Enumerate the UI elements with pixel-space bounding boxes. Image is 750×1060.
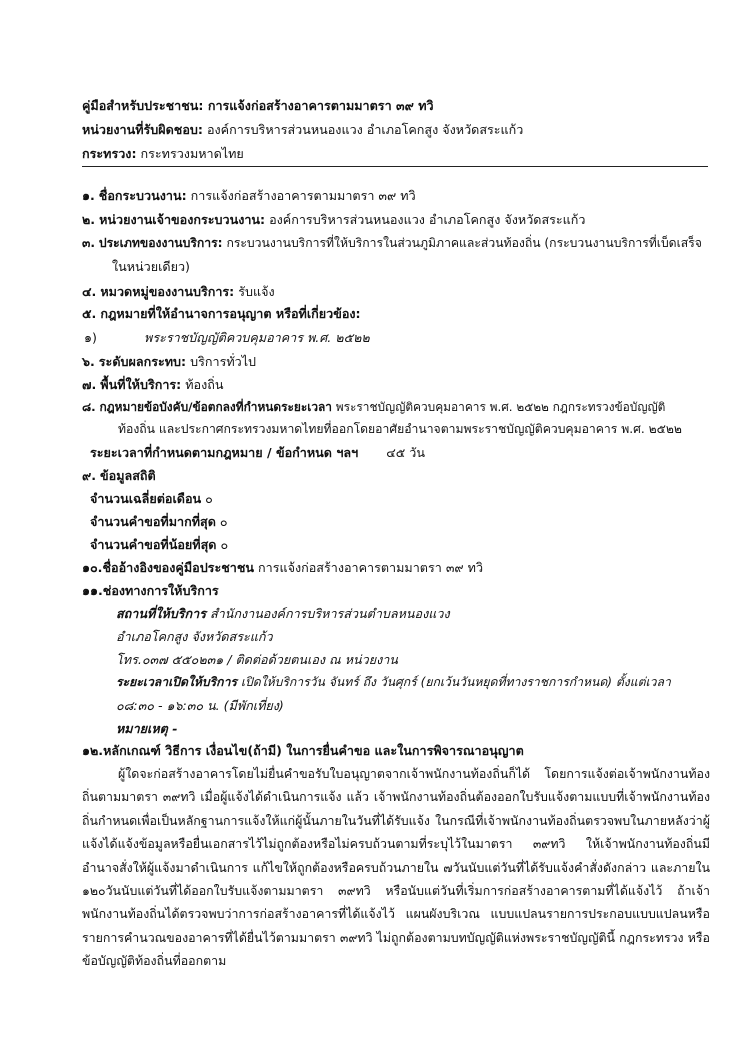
item-5-law-number: ๑) xyxy=(84,330,97,345)
item-4-value: รับแจ้ง xyxy=(238,284,275,299)
item-6-number: ๖. xyxy=(82,354,95,369)
item-3 xyxy=(82,234,702,253)
stat-max-requests-label: จำนวนคำขอที่มากที่สุด xyxy=(90,514,216,529)
item-2 xyxy=(82,210,586,230)
item-9-number: ๙. xyxy=(82,468,97,483)
item-10-label: ชื่ออ้างอิงของคู่มือประชาชน xyxy=(102,560,254,575)
manual-title-line xyxy=(82,96,434,116)
item-7-value: ท้องถิ่น xyxy=(185,377,224,392)
ministry-line xyxy=(82,144,244,164)
stat-min-requests-label: จำนวนคำขอที่น้อยที่สุด xyxy=(90,537,217,552)
item-12-paragraph: ผู้ใดจะก่อสร้างอาคารโดยไม่ยื่นคำขอรับใบอนุญาตจากเจ้าพนักงานท้องถิ่นก็ได้ โดยการแจ้งต่อเจ้าพนักงานท้องถิ่นตามมาตรา ๓๙ทวิ เมื่อผู้แจ้งได้ดำเนินการแจ้ง แล้ว เจ้าพนักงานท้องถิ่นต้องออกใบรับแจ้งตามแบบที่เจ้าพนักงานท้องถิ่นกำหนดเพื่อเป็นหลักฐานการแจ้งให้แก่ผู้นั้นภายในวันที่ได้รับแจ้ง ในกรณีที่เจ้าพนักงานท้องถิ่นตรวจพบในภายหลังว่าผู้แจ้งได้แจ้งข้อมูลหรือยื่นเอกสารไว้ไม่ถูกต้องหรือไม่ครบถ้วนตามที่ระบุไว้ในมาตรา ๓๙ทวิ ให้เจ้าพนักงานท้องถิ่นมีอำนาจสั่งให้ผู้แจ้งมาดำเนินการ แก้ไขให้ถูกต้องหรือครบถ้วนภายใน ๗วันนับแต่วันที่ได้รับแจ้งคำสั่งดังกล่าว และภายใน ๑๒๐วันนับแต่วันที่ได้ออกใบรับแจ้งตามมาตรา ๓๙ทวิ หรือนับแต่วันที่เริ่มการก่อสร้างอาคารตามที่ได้แจ้งไว้ ถ้าเจ้าพนักงานท้องถิ่นได้ตรวจพบว่าการก่อสร้างอาคารที่ได้แจ้งไว้ แผนผังบริเวณ แบบแปลนรายการประกอบแบบแปลนหรือรายการคำนวณของอาคารที่ได้ยื่นไว้ตามมาตรา ๓๙ทวิ ไม่ถูกต้องตามบทบัญญัติแห่งพระราชบัญญัตินี้ กฎกระทรวง หรือข้อบัญญัติท้องถิ่นที่ออกตาม xyxy=(82,766,710,969)
item-3-value: กระบวนงานบริการที่ให้บริการในส่วนภูมิภาคและส่วนท้องถิ่น (กระบวนงานบริการที่เบ็ดเสร็จ xyxy=(226,236,702,250)
item-8-period-value: ๔๕ วัน xyxy=(386,445,425,460)
item-8-label: กฎหมายข้อบังคับ/ข้อตกลงที่กำหนดระยะเวลา xyxy=(99,400,332,414)
manual-value: การแจ้งก่อสร้างอาคารตามมาตรา ๓๙ ทวิ xyxy=(207,98,434,113)
item-12-number: ๑๒. xyxy=(82,743,104,758)
stat-max-requests xyxy=(90,512,228,532)
service-place-value: สำนักงานองค์การบริหารส่วนตำบลหนองแวง xyxy=(209,606,450,621)
item-1-number: ๑. xyxy=(82,188,95,203)
item-7 xyxy=(82,375,223,395)
header-divider xyxy=(82,166,708,167)
item-7-label: พื้นที่ให้บริการ: xyxy=(100,377,182,392)
item-12-label: หลักเกณฑ์ วิธีการ เงื่อนไข(ถ้ามี) ในการยื่นคำขอ และในการพิจารณาอนุญาต xyxy=(103,743,524,758)
service-place-district: อำเภอโคกสูง จังหวัดสระแก้ว xyxy=(116,629,273,644)
item-8 xyxy=(82,398,665,417)
item-2-label: หน่วยงานเจ้าของกระบวนงาน: xyxy=(99,212,266,227)
agency-line xyxy=(82,120,523,140)
service-hours-time: ๐๘:๓๐ - ๑๖:๓๐ น. (มีพักเที่ยง) xyxy=(116,698,284,713)
item-5 xyxy=(82,304,361,324)
item-5-law xyxy=(84,328,370,348)
item-3-continuation: ในหน่วยเดียว) xyxy=(112,259,190,274)
stat-max-requests-value: ๐ xyxy=(219,514,228,529)
item-8-period xyxy=(90,443,425,463)
service-note: หมายเหตุ - xyxy=(116,721,178,736)
manual-label: คู่มือสำหรับประชาชน: xyxy=(82,98,204,113)
item-8-number: ๘. xyxy=(82,400,96,414)
ministry-label: กระทรวง: xyxy=(82,146,137,161)
stat-monthly-average-value: ๐ xyxy=(205,491,213,506)
item-8-value: พระราชบัญญัติควบคุมอาคาร พ.ศ. ๒๕๒๒ กฎกระทรวงข้อบัญญัติ xyxy=(335,400,666,414)
item-1 xyxy=(82,186,416,206)
item-4-label: หมวดหมู่ของงานบริการ: xyxy=(100,284,235,299)
service-hours-label: ระยะเวลาเปิดให้บริการ xyxy=(116,675,237,689)
service-hours xyxy=(116,673,671,692)
item-8-continuation: ท้องถิ่น และประกาศกระทรวงมหาดไทยที่ออกโดยอาศัยอำนาจตามพระราชบัญญัติควบคุมอาคาร พ.ศ. ๒๕๒๒ xyxy=(118,422,682,436)
item-11 xyxy=(82,581,219,601)
item-3-label: ประเภทของงานบริการ: xyxy=(98,236,223,250)
item-9 xyxy=(82,466,156,486)
item-8-period-label: ระยะเวลาที่กำหนดตามกฎหมาย / ข้อกำหนด ฯลฯ xyxy=(90,445,359,460)
item-5-law-value: พระราชบัญญัติควบคุมอาคาร พ.ศ. ๒๕๒๒ xyxy=(144,330,370,345)
stat-monthly-average-label: จำนวนเฉลี่ยต่อเดือน xyxy=(90,491,202,506)
service-hours-value: เปิดให้บริการวัน จันทร์ ถึง วันศุกร์ (ยกเว้นวันหยุดที่ทางราชการกำหนด) ตั้งแต่เวลา xyxy=(240,675,671,689)
agency-value: องค์การบริหารส่วนหนองแวง อำเภอโคกสูง จังหวัดสระแก้ว xyxy=(206,122,524,137)
item-7-number: ๗. xyxy=(82,377,97,392)
item-1-label: ชื่อกระบวนงาน: xyxy=(98,188,187,203)
item-11-label: ช่องทางการให้บริการ xyxy=(102,583,219,598)
stat-min-requests xyxy=(90,535,228,555)
service-place-phone: โทร.๐๓๗ ๕๕๐๒๓๑ / ติดต่อด้วยตนเอง ณ หน่วยงาน xyxy=(116,652,398,667)
ministry-value: กระทรวงมหาดไทย xyxy=(140,146,244,161)
item-10-number: ๑๐. xyxy=(82,560,103,575)
item-11-number: ๑๑. xyxy=(82,583,103,598)
item-12 xyxy=(82,741,524,761)
item-9-label: ข้อมูลสถิติ xyxy=(100,468,156,483)
item-3-number: ๓. xyxy=(82,236,95,250)
item-6 xyxy=(82,352,256,372)
item-10 xyxy=(82,558,483,578)
item-5-number: ๕. xyxy=(82,306,97,321)
item-2-value: องค์การบริหารส่วนหนองแวง อำเภอโคกสูง จังหวัดสระแก้ว xyxy=(269,212,586,227)
service-place-label: สถานที่ให้บริการ xyxy=(116,606,206,621)
stat-monthly-average xyxy=(90,489,213,509)
service-place xyxy=(116,604,450,624)
item-1-value: การแจ้งก่อสร้างอาคารตามมาตรา ๓๙ ทวิ xyxy=(190,188,416,203)
agency-label: หน่วยงานที่รับผิดชอบ: xyxy=(82,122,203,137)
stat-min-requests-value: ๐ xyxy=(220,537,229,552)
item-6-value: บริการทั่วไป xyxy=(190,354,257,369)
item-2-number: ๒. xyxy=(82,212,96,227)
item-4 xyxy=(82,282,275,302)
item-6-label: ระดับผลกระทบ: xyxy=(98,354,187,369)
item-10-value: การแจ้งก่อสร้างอาคารตามมาตรา ๓๙ ทวิ xyxy=(258,560,484,575)
item-5-label: กฎหมายที่ให้อำนาจการอนุญาต หรือที่เกี่ยวข้อง: xyxy=(100,306,361,321)
item-4-number: ๔. xyxy=(82,284,97,299)
